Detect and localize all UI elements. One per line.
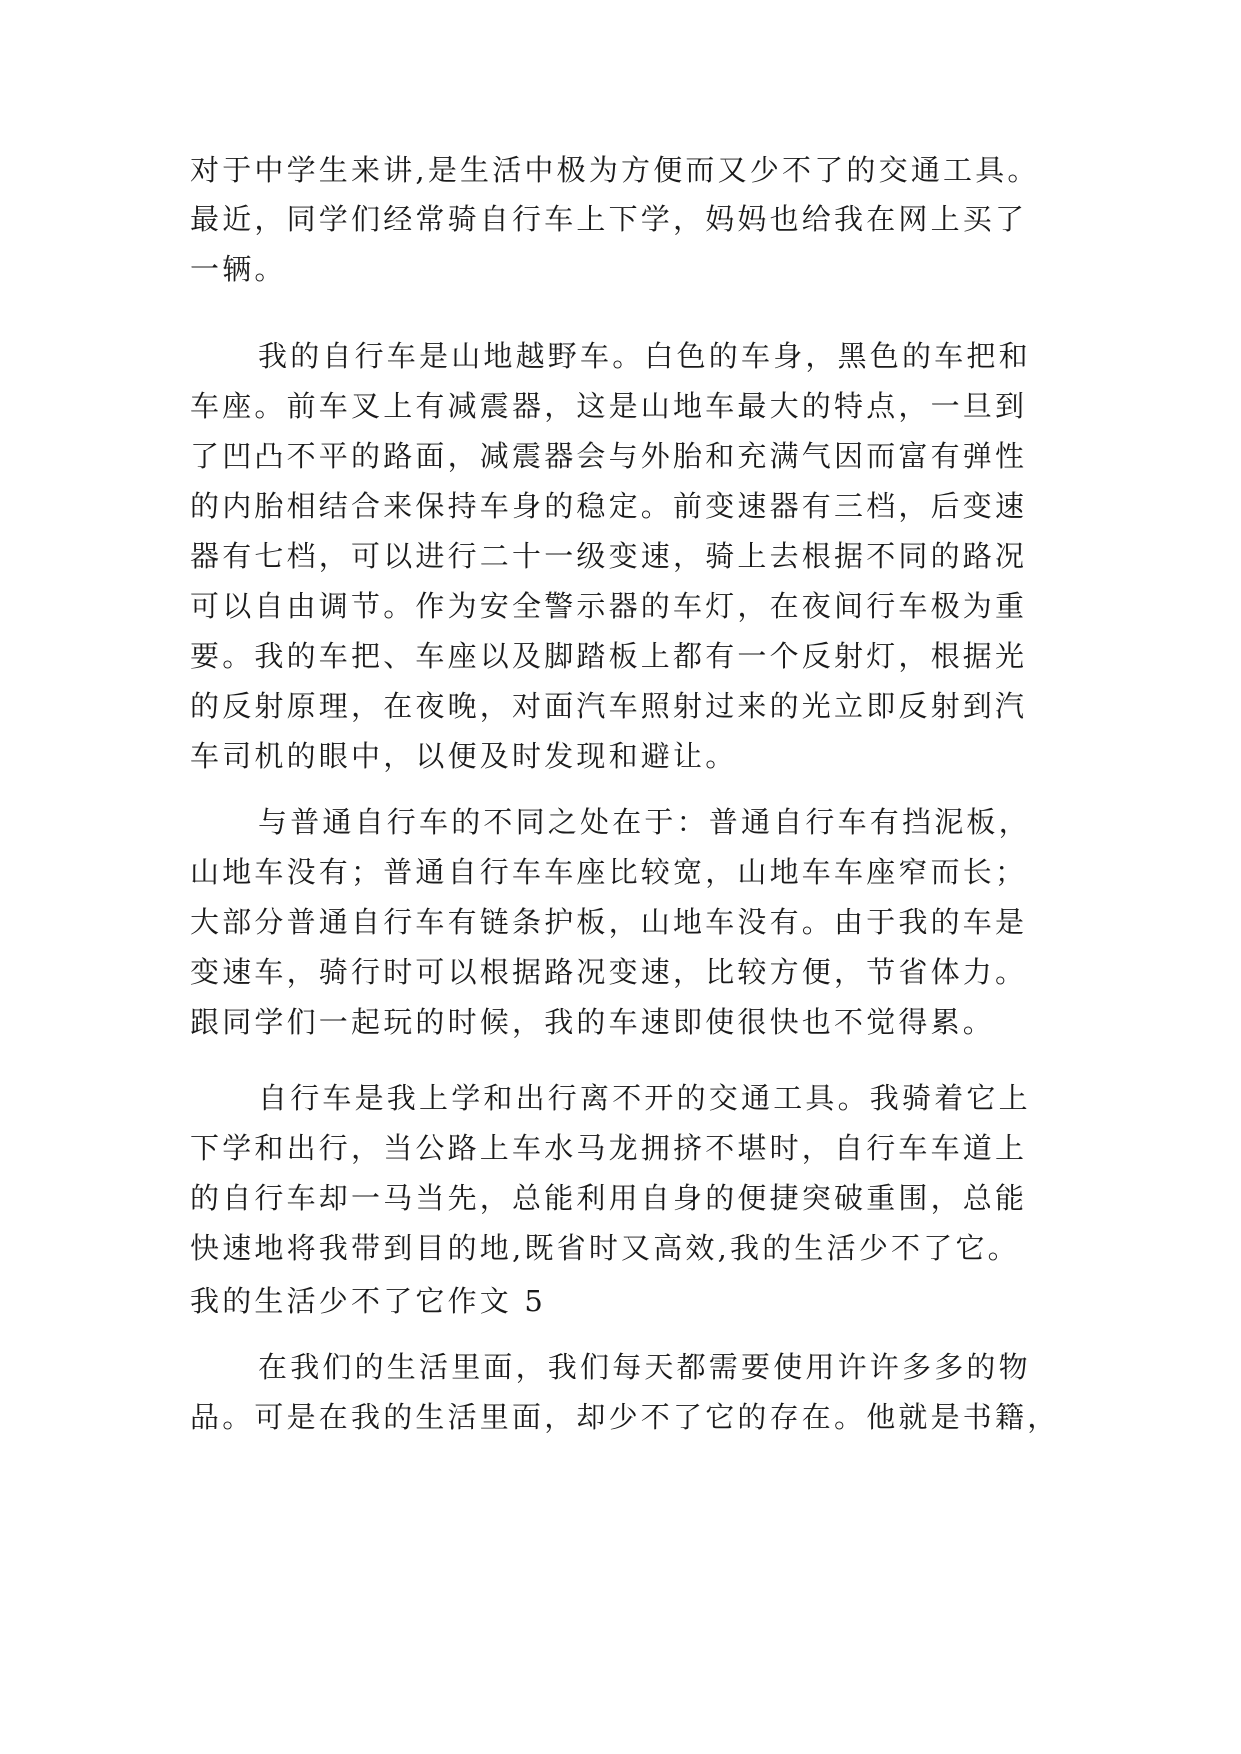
paragraph-start-line: 与普通自行车的不同之处在于：普通自行车有挡泥板，	[258, 805, 1031, 839]
text-line: 变速车，骑行时可以根据路况变速，比较方便，节省体力。	[190, 955, 1028, 989]
text-line: 最近，同学们经常骑自行车上下学，妈妈也给我在网上买了	[190, 202, 1028, 236]
text-line: 下学和出行，当公路上车水马龙拥挤不堪时，自行车车道上	[190, 1131, 1028, 1165]
text-line: 车司机的眼中，以便及时发现和避让。	[190, 739, 738, 773]
section-heading: 我的生活少不了它作文 5	[190, 1284, 547, 1318]
text-line: 的反射原理，在夜晚，对面汽车照射过来的光立即反射到汽	[190, 689, 1028, 723]
text-line: 山地车没有；普通自行车车座比较宽，山地车车座窄而长；	[190, 855, 1028, 889]
text-line: 了凹凸不平的路面，减震器会与外胎和充满气因而富有弹性	[190, 439, 1028, 473]
text-line: 车座。前车叉上有减震器，这是山地车最大的特点，一旦到	[190, 389, 1028, 423]
text-line: 要。我的车把、车座以及脚踏板上都有一个反射灯，根据光	[190, 639, 1028, 673]
text-line: 大部分普通自行车有链条护板，山地车没有。由于我的车是	[190, 905, 1028, 939]
text-line: 的内胎相结合来保持车身的稳定。前变速器有三档，后变速	[190, 489, 1028, 523]
text-line: 快速地将我带到目的地,既省时又高效,我的生活少不了它。	[190, 1231, 1020, 1265]
text-line: 器有七档，可以进行二十一级变速，骑上去根据不同的路况	[190, 539, 1028, 573]
text-line: 可以自由调节。作为安全警示器的车灯，在夜间行车极为重	[190, 589, 1028, 623]
text-line: 的自行车却一马当先，总能利用自身的便捷突破重围，总能	[190, 1181, 1028, 1215]
text-line: 品。可是在我的生活里面，却少不了它的存在。他就是书籍，	[190, 1400, 1060, 1434]
paragraph-start-line: 我的自行车是山地越野车。白色的车身，黑色的车把和	[258, 339, 1031, 373]
text-line: 对于中学生来讲,是生活中极为方便而又少不了的交通工具。	[190, 153, 1040, 187]
text-line: 跟同学们一起玩的时候，我的车速即使很快也不觉得累。	[190, 1005, 996, 1039]
paragraph-start-line: 在我们的生活里面，我们每天都需要使用许许多多的物	[258, 1350, 1031, 1384]
paragraph-start-line: 自行车是我上学和出行离不开的交通工具。我骑着它上	[258, 1081, 1031, 1115]
text-line: 一辆。	[190, 252, 287, 286]
